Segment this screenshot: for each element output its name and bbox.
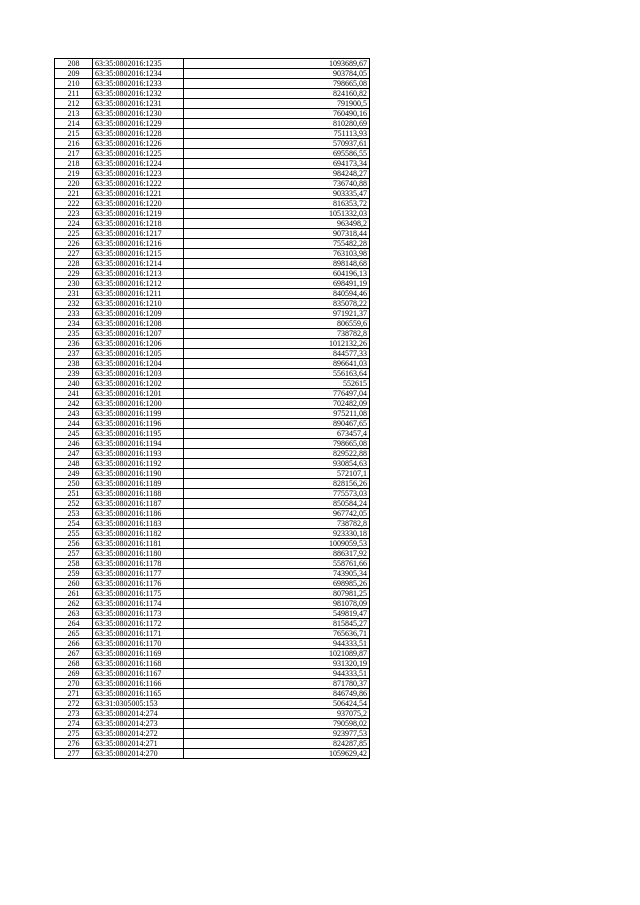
row-number: 220 xyxy=(55,179,93,189)
table-row xyxy=(55,239,370,249)
table-row xyxy=(55,349,370,359)
cadastral-number: 63:35:0802016:1189 xyxy=(93,479,184,489)
row-number: 244 xyxy=(55,419,93,429)
cadastral-number: 63:35:0802016:1180 xyxy=(93,549,184,559)
cadastral-value: 604196,13 xyxy=(184,269,370,279)
cadastral-value: 815845,27 xyxy=(184,619,370,629)
table-row xyxy=(55,399,370,409)
cadastral-number: 63:35:0802016:1165 xyxy=(93,689,184,699)
cadastral-number: 63:35:0802016:1194 xyxy=(93,439,184,449)
row-number: 237 xyxy=(55,349,93,359)
cadastral-value: 844577,33 xyxy=(184,349,370,359)
row-number: 229 xyxy=(55,269,93,279)
row-number: 257 xyxy=(55,549,93,559)
row-number: 233 xyxy=(55,309,93,319)
table-row xyxy=(55,529,370,539)
table-row xyxy=(55,679,370,689)
cadastral-value: 775573,03 xyxy=(184,489,370,499)
cadastral-number: 63:35:0802016:1174 xyxy=(93,599,184,609)
cadastral-value: 975211,08 xyxy=(184,409,370,419)
cadastral-value: 1059629,42 xyxy=(184,749,370,759)
cadastral-number: 63:35:0802016:1186 xyxy=(93,509,184,519)
cadastral-value: 1009059,53 xyxy=(184,539,370,549)
cadastral-value: 738782,8 xyxy=(184,329,370,339)
table-row xyxy=(55,549,370,559)
cadastral-number: 63:35:0802014:271 xyxy=(93,739,184,749)
row-number: 228 xyxy=(55,259,93,269)
table-row xyxy=(55,689,370,699)
table-row xyxy=(55,639,370,649)
cadastral-value: 776497,04 xyxy=(184,389,370,399)
row-number: 218 xyxy=(55,159,93,169)
table-row xyxy=(55,129,370,139)
row-number: 232 xyxy=(55,299,93,309)
cadastral-value: 828156,26 xyxy=(184,479,370,489)
row-number: 268 xyxy=(55,659,93,669)
cadastral-value: 923977,53 xyxy=(184,729,370,739)
row-number: 225 xyxy=(55,229,93,239)
cadastral-number: 63:35:0802016:1231 xyxy=(93,99,184,109)
cadastral-number: 63:35:0802016:1178 xyxy=(93,559,184,569)
cadastral-value: 751113,93 xyxy=(184,129,370,139)
cadastral-number: 63:35:0802016:1176 xyxy=(93,579,184,589)
cadastral-value: 840594,46 xyxy=(184,289,370,299)
cadastral-number: 63:35:0802016:1205 xyxy=(93,349,184,359)
table-row xyxy=(55,249,370,259)
row-number: 260 xyxy=(55,579,93,589)
row-number: 263 xyxy=(55,609,93,619)
cadastral-value: 694173,34 xyxy=(184,159,370,169)
row-number: 236 xyxy=(55,339,93,349)
table-row xyxy=(55,669,370,679)
row-number: 223 xyxy=(55,209,93,219)
row-number: 242 xyxy=(55,399,93,409)
cadastral-value: 907318,44 xyxy=(184,229,370,239)
table-row xyxy=(55,589,370,599)
cadastral-number: 63:35:0802016:1208 xyxy=(93,319,184,329)
cadastral-number: 63:35:0802016:1173 xyxy=(93,609,184,619)
cadastral-number: 63:35:0802016:1193 xyxy=(93,449,184,459)
cadastral-number: 63:35:0802016:1228 xyxy=(93,129,184,139)
table-row xyxy=(55,229,370,239)
row-number: 215 xyxy=(55,129,93,139)
table-row xyxy=(55,499,370,509)
cadastral-value: 816353,72 xyxy=(184,199,370,209)
table-row xyxy=(55,559,370,569)
row-number: 230 xyxy=(55,279,93,289)
cadastral-number: 63:35:0802016:1221 xyxy=(93,189,184,199)
row-number: 217 xyxy=(55,149,93,159)
table-row xyxy=(55,519,370,529)
row-number: 226 xyxy=(55,239,93,249)
cadastral-value: 903335,47 xyxy=(184,189,370,199)
table-row xyxy=(55,709,370,719)
cadastral-number: 63:35:0802016:1209 xyxy=(93,309,184,319)
row-number: 274 xyxy=(55,719,93,729)
row-number: 235 xyxy=(55,329,93,339)
cadastral-value: 702482,09 xyxy=(184,399,370,409)
cadastral-number: 63:35:0802016:1235 xyxy=(93,59,184,69)
table-row xyxy=(55,199,370,209)
cadastral-number: 63:35:0802016:1226 xyxy=(93,139,184,149)
row-number: 271 xyxy=(55,689,93,699)
cadastral-value: 738782,8 xyxy=(184,519,370,529)
table-row xyxy=(55,169,370,179)
row-number: 267 xyxy=(55,649,93,659)
table-row xyxy=(55,269,370,279)
row-number: 246 xyxy=(55,439,93,449)
table-row xyxy=(55,189,370,199)
row-number: 208 xyxy=(55,59,93,69)
row-number: 250 xyxy=(55,479,93,489)
cadastral-number: 63:35:0802016:1203 xyxy=(93,369,184,379)
table-row xyxy=(55,209,370,219)
cadastral-number: 63:35:0802016:1218 xyxy=(93,219,184,229)
row-number: 213 xyxy=(55,109,93,119)
row-number: 211 xyxy=(55,89,93,99)
cadastral-value: 967742,05 xyxy=(184,509,370,519)
row-number: 276 xyxy=(55,739,93,749)
cadastral-value: 763103,98 xyxy=(184,249,370,259)
cadastral-number: 63:35:0802014:270 xyxy=(93,749,184,759)
table-row xyxy=(55,159,370,169)
cadastral-number: 63:35:0802016:1216 xyxy=(93,239,184,249)
cadastral-value: 824287,85 xyxy=(184,739,370,749)
cadastral-number: 63:35:0802016:1172 xyxy=(93,619,184,629)
cadastral-value: 506424,54 xyxy=(184,699,370,709)
cadastral-value: 1021089,87 xyxy=(184,649,370,659)
row-number: 224 xyxy=(55,219,93,229)
table-row xyxy=(55,719,370,729)
cadastral-number: 63:35:0802016:1229 xyxy=(93,119,184,129)
cadastral-number: 63:35:0802016:1222 xyxy=(93,179,184,189)
cadastral-number: 63:35:0802016:1196 xyxy=(93,419,184,429)
cadastral-number: 63:35:0802016:1214 xyxy=(93,259,184,269)
cadastral-value: 1051332,03 xyxy=(184,209,370,219)
table-row xyxy=(55,259,370,269)
cadastral-number: 63:35:0802016:1195 xyxy=(93,429,184,439)
cadastral-number: 63:35:0802016:1199 xyxy=(93,409,184,419)
row-number: 241 xyxy=(55,389,93,399)
cadastral-value: 981078,09 xyxy=(184,599,370,609)
cadastral-number: 63:35:0802016:1220 xyxy=(93,199,184,209)
cadastral-number: 63:35:0802016:1200 xyxy=(93,399,184,409)
cadastral-value: 903784,05 xyxy=(184,69,370,79)
row-number: 222 xyxy=(55,199,93,209)
table-row xyxy=(55,649,370,659)
cadastral-number: 63:35:0802016:1204 xyxy=(93,359,184,369)
row-number: 216 xyxy=(55,139,93,149)
table-row xyxy=(55,609,370,619)
cadastral-number: 63:35:0802016:1230 xyxy=(93,109,184,119)
cadastral-value: 807981,25 xyxy=(184,589,370,599)
table-row xyxy=(55,179,370,189)
cadastral-number: 63:35:0802016:1177 xyxy=(93,569,184,579)
table-row xyxy=(55,449,370,459)
row-number: 266 xyxy=(55,639,93,649)
table-row xyxy=(55,569,370,579)
row-number: 258 xyxy=(55,559,93,569)
cadastral-value: 695586,55 xyxy=(184,149,370,159)
table-row xyxy=(55,479,370,489)
row-number: 249 xyxy=(55,469,93,479)
table-row xyxy=(55,419,370,429)
table-row xyxy=(55,329,370,339)
row-number: 227 xyxy=(55,249,93,259)
table-row xyxy=(55,119,370,129)
table-row xyxy=(55,749,370,759)
row-number: 256 xyxy=(55,539,93,549)
cadastral-value: 896641,03 xyxy=(184,359,370,369)
cadastral-number: 63:35:0802014:272 xyxy=(93,729,184,739)
cadastral-value: 806559,6 xyxy=(184,319,370,329)
cadastral-number: 63:35:0802016:1166 xyxy=(93,679,184,689)
cadastral-value: 835078,22 xyxy=(184,299,370,309)
table-row xyxy=(55,309,370,319)
cadastral-value: 798665,08 xyxy=(184,439,370,449)
table-row xyxy=(55,139,370,149)
row-number: 261 xyxy=(55,589,93,599)
table-row xyxy=(55,439,370,449)
row-number: 248 xyxy=(55,459,93,469)
row-number: 254 xyxy=(55,519,93,529)
cadastral-number: 63:35:0802016:1211 xyxy=(93,289,184,299)
table-row xyxy=(55,469,370,479)
row-number: 273 xyxy=(55,709,93,719)
row-number: 264 xyxy=(55,619,93,629)
row-number: 275 xyxy=(55,729,93,739)
cadastral-number: 63:35:0802016:1175 xyxy=(93,589,184,599)
cadastral-number: 63:35:0802016:1182 xyxy=(93,529,184,539)
table-row xyxy=(55,69,370,79)
cadastral-value: 944333,51 xyxy=(184,639,370,649)
table-row xyxy=(55,489,370,499)
cadastral-value: 760490,16 xyxy=(184,109,370,119)
table-row xyxy=(55,359,370,369)
table-row xyxy=(55,219,370,229)
cadastral-value: 930854,63 xyxy=(184,459,370,469)
cadastral-number: 63:35:0802016:1188 xyxy=(93,489,184,499)
cadastral-number: 63:35:0802016:1219 xyxy=(93,209,184,219)
cadastral-number: 63:31:0305005:153 xyxy=(93,699,184,709)
cadastral-number: 63:35:0802016:1169 xyxy=(93,649,184,659)
cadastral-value: 698985,26 xyxy=(184,579,370,589)
cadastral-value: 898148,68 xyxy=(184,259,370,269)
cadastral-value: 558761,66 xyxy=(184,559,370,569)
row-number: 239 xyxy=(55,369,93,379)
table-row xyxy=(55,409,370,419)
cadastral-value: 755482,28 xyxy=(184,239,370,249)
cadastral-value: 556163,64 xyxy=(184,369,370,379)
table-row xyxy=(55,509,370,519)
cadastral-number: 63:35:0802016:1232 xyxy=(93,89,184,99)
table-row xyxy=(55,319,370,329)
cadastral-number: 63:35:0802016:1171 xyxy=(93,629,184,639)
row-number: 240 xyxy=(55,379,93,389)
cadastral-value: 963498,2 xyxy=(184,219,370,229)
cadastral-number: 63:35:0802016:1187 xyxy=(93,499,184,509)
row-number: 262 xyxy=(55,599,93,609)
row-number: 259 xyxy=(55,569,93,579)
table-row xyxy=(55,699,370,709)
row-number: 269 xyxy=(55,669,93,679)
table-row xyxy=(55,299,370,309)
cadastral-value: 944333,51 xyxy=(184,669,370,679)
cadastral-number: 63:35:0802016:1168 xyxy=(93,659,184,669)
table-row xyxy=(55,339,370,349)
cadastral-value: 850584,24 xyxy=(184,499,370,509)
parcel-table xyxy=(54,58,370,759)
table-row xyxy=(55,729,370,739)
cadastral-value: 890467,65 xyxy=(184,419,370,429)
row-number: 238 xyxy=(55,359,93,369)
table-row xyxy=(55,739,370,749)
cadastral-number: 63:35:0802016:1225 xyxy=(93,149,184,159)
table-row xyxy=(55,389,370,399)
cadastral-number: 63:35:0802014:273 xyxy=(93,719,184,729)
cadastral-number: 63:35:0802016:1234 xyxy=(93,69,184,79)
row-number: 231 xyxy=(55,289,93,299)
cadastral-value: 743905,34 xyxy=(184,569,370,579)
table-row xyxy=(55,379,370,389)
cadastral-number: 63:35:0802016:1206 xyxy=(93,339,184,349)
row-number: 209 xyxy=(55,69,93,79)
row-number: 234 xyxy=(55,319,93,329)
table-row xyxy=(55,539,370,549)
cadastral-value: 790598,02 xyxy=(184,719,370,729)
cadastral-number: 63:35:0802016:1207 xyxy=(93,329,184,339)
row-number: 214 xyxy=(55,119,93,129)
cadastral-value: 824160,82 xyxy=(184,89,370,99)
table-row xyxy=(55,149,370,159)
cadastral-number: 63:35:0802016:1212 xyxy=(93,279,184,289)
cadastral-value: 871780,37 xyxy=(184,679,370,689)
cadastral-value: 572107,1 xyxy=(184,469,370,479)
cadastral-value: 552615 xyxy=(184,379,370,389)
cadastral-number: 63:35:0802016:1223 xyxy=(93,169,184,179)
cadastral-value: 698491,19 xyxy=(184,279,370,289)
cadastral-value: 810280,69 xyxy=(184,119,370,129)
cadastral-value: 1012132,26 xyxy=(184,339,370,349)
table-row xyxy=(55,619,370,629)
cadastral-number: 63:35:0802016:1202 xyxy=(93,379,184,389)
cadastral-number: 63:35:0802014:274 xyxy=(93,709,184,719)
table-row xyxy=(55,579,370,589)
cadastral-value: 923330,18 xyxy=(184,529,370,539)
cadastral-number: 63:35:0802016:1190 xyxy=(93,469,184,479)
row-number: 219 xyxy=(55,169,93,179)
cadastral-number: 63:35:0802016:1167 xyxy=(93,669,184,679)
cadastral-value: 798665,08 xyxy=(184,79,370,89)
cadastral-number: 63:35:0802016:1201 xyxy=(93,389,184,399)
table-row xyxy=(55,79,370,89)
row-number: 212 xyxy=(55,99,93,109)
cadastral-value: 937075,2 xyxy=(184,709,370,719)
row-number: 243 xyxy=(55,409,93,419)
cadastral-value: 673457,4 xyxy=(184,429,370,439)
cadastral-value: 736740,88 xyxy=(184,179,370,189)
table-row xyxy=(55,89,370,99)
row-number: 252 xyxy=(55,499,93,509)
cadastral-value: 765636,71 xyxy=(184,629,370,639)
row-number: 245 xyxy=(55,429,93,439)
cadastral-value: 791900,5 xyxy=(184,99,370,109)
table-row xyxy=(55,599,370,609)
row-number: 270 xyxy=(55,679,93,689)
cadastral-value: 846749,86 xyxy=(184,689,370,699)
row-number: 265 xyxy=(55,629,93,639)
cadastral-number: 63:35:0802016:1170 xyxy=(93,639,184,649)
cadastral-number: 63:35:0802016:1215 xyxy=(93,249,184,259)
cadastral-number: 63:35:0802016:1181 xyxy=(93,539,184,549)
cadastral-number: 63:35:0802016:1213 xyxy=(93,269,184,279)
table-row xyxy=(55,459,370,469)
table-row xyxy=(55,99,370,109)
row-number: 247 xyxy=(55,449,93,459)
cadastral-value: 886317,92 xyxy=(184,549,370,559)
table-row xyxy=(55,279,370,289)
table-row xyxy=(55,289,370,299)
cadastral-number: 63:35:0802016:1210 xyxy=(93,299,184,309)
cadastral-number: 63:35:0802016:1233 xyxy=(93,79,184,89)
row-number: 221 xyxy=(55,189,93,199)
cadastral-number: 63:35:0802016:1192 xyxy=(93,459,184,469)
row-number: 255 xyxy=(55,529,93,539)
cadastral-value: 1093689,67 xyxy=(184,59,370,69)
cadastral-value: 570937,61 xyxy=(184,139,370,149)
row-number: 272 xyxy=(55,699,93,709)
cadastral-value: 829522,88 xyxy=(184,449,370,459)
table-row xyxy=(55,109,370,119)
row-number: 210 xyxy=(55,79,93,89)
row-number: 253 xyxy=(55,509,93,519)
table-row xyxy=(55,629,370,639)
table-row xyxy=(55,59,370,69)
cadastral-value: 549819,47 xyxy=(184,609,370,619)
cadastral-value: 984248,27 xyxy=(184,169,370,179)
cadastral-number: 63:35:0802016:1224 xyxy=(93,159,184,169)
row-number: 277 xyxy=(55,749,93,759)
cadastral-number: 63:35:0802016:1217 xyxy=(93,229,184,239)
row-number: 251 xyxy=(55,489,93,499)
table-row xyxy=(55,429,370,439)
cadastral-value: 971921,37 xyxy=(184,309,370,319)
table-row xyxy=(55,659,370,669)
table-row xyxy=(55,369,370,379)
cadastral-number: 63:35:0802016:1183 xyxy=(93,519,184,529)
cadastral-value: 931320,19 xyxy=(184,659,370,669)
parcel-table-body xyxy=(55,59,370,759)
